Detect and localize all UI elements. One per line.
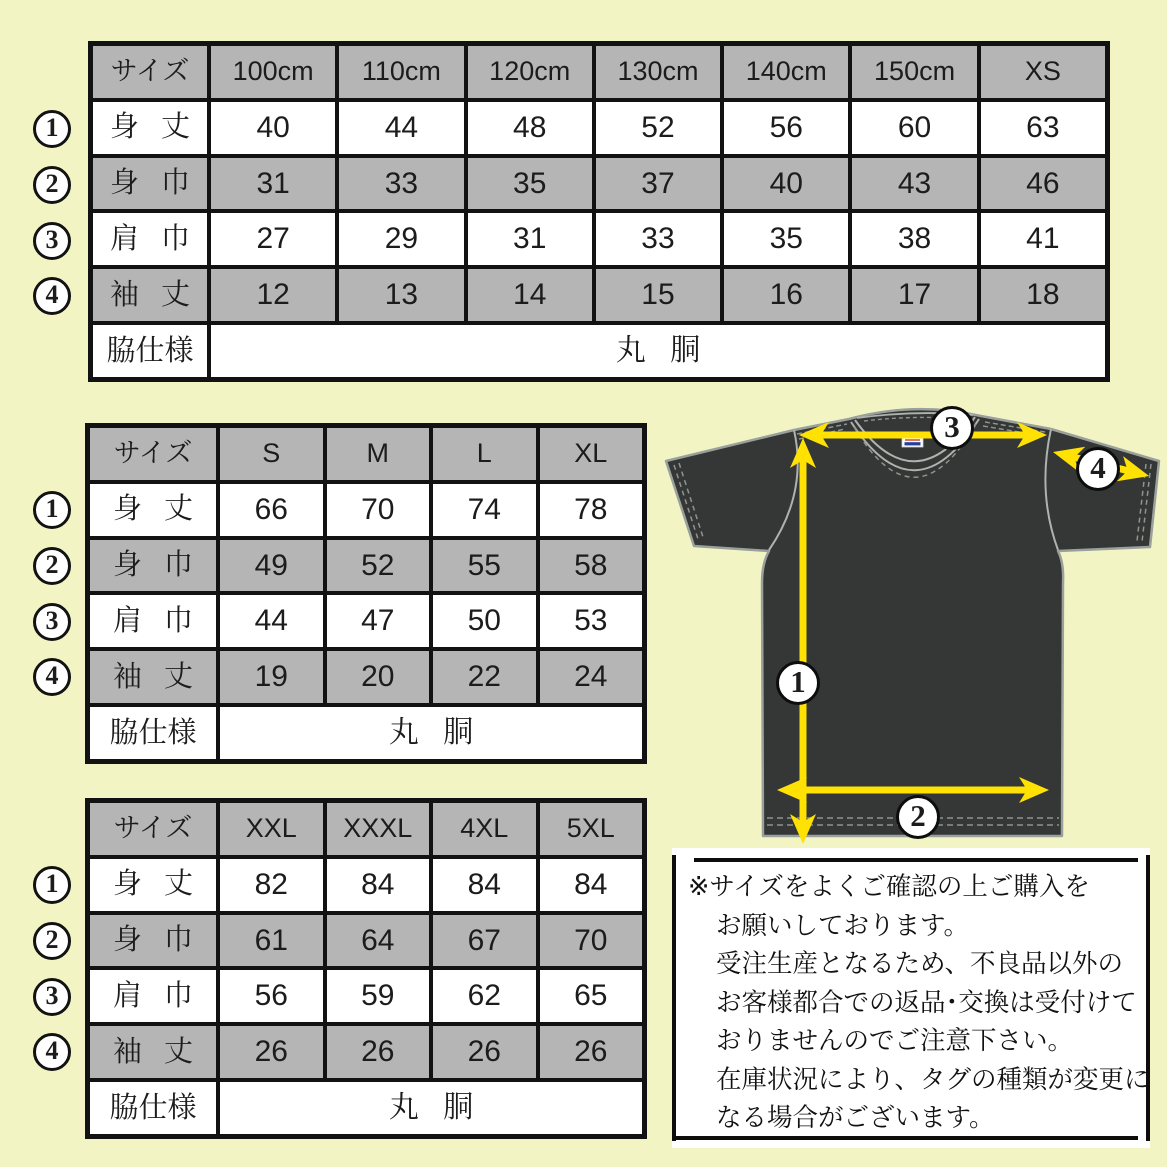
size-value: 67	[433, 915, 536, 967]
row-marker-circle: 2	[33, 166, 71, 204]
size-value: 17	[852, 269, 976, 321]
size-value: 56	[724, 102, 848, 154]
size-value: 14	[468, 269, 592, 321]
adult-table-row-markers	[33, 491, 71, 696]
column-header: 150cm	[852, 46, 976, 98]
row-marker-circle: 2	[33, 922, 71, 960]
column-header: M	[327, 428, 430, 480]
size-value: 48	[468, 102, 592, 154]
note-line: 受注生産となるため、不良品以外の	[716, 950, 1123, 978]
size-value: 43	[852, 158, 976, 210]
size-value: 46	[981, 158, 1105, 210]
row-label: 袖 丈	[93, 269, 207, 321]
row-marker-circle: 2	[33, 547, 71, 585]
size-value: 47	[327, 595, 430, 647]
row-label: 身 丈	[90, 859, 216, 911]
size-value: 24	[540, 651, 643, 703]
diagram-marker-2: 2	[896, 795, 940, 839]
size-value: 84	[433, 859, 536, 911]
row-marker-circle: 3	[33, 603, 71, 641]
row-label: 身 巾	[93, 158, 207, 210]
size-value: 33	[339, 158, 463, 210]
size-value: 40	[211, 102, 335, 154]
size-value: 33	[596, 213, 720, 265]
row-label: 脇仕様	[93, 325, 207, 377]
row-label: 袖 丈	[90, 1026, 216, 1078]
note-line: なる場合がございます。	[716, 1104, 995, 1132]
size-value: 63	[981, 102, 1105, 154]
size-value: 38	[852, 213, 976, 265]
diagram-marker-4: 4	[1076, 447, 1120, 491]
size-value: 26	[433, 1026, 536, 1078]
size-value: 44	[220, 595, 323, 647]
column-header: 130cm	[596, 46, 720, 98]
size-value: 19	[220, 651, 323, 703]
column-header: XL	[540, 428, 643, 480]
size-corner-header: サイズ	[93, 46, 207, 98]
note-line: おりませんのでご注意下さい。	[716, 1027, 1074, 1055]
size-value: 49	[220, 540, 323, 592]
size-corner-header: サイズ	[90, 428, 216, 480]
column-header: 110cm	[339, 46, 463, 98]
adult-size-table	[85, 423, 647, 764]
size-value: 55	[433, 540, 536, 592]
size-value: 82	[220, 859, 323, 911]
size-value: 37	[596, 158, 720, 210]
row-marker-circle: 3	[33, 978, 71, 1016]
kids-table-row-markers	[33, 110, 71, 315]
row-marker-circle: 4	[33, 277, 71, 315]
row-marker-circle: 4	[33, 1033, 71, 1071]
size-value: 35	[468, 158, 592, 210]
size-value: 52	[596, 102, 720, 154]
size-corner-header: サイズ	[90, 803, 216, 855]
size-value: 18	[981, 269, 1105, 321]
size-value: 16	[724, 269, 848, 321]
size-value: 29	[339, 213, 463, 265]
size-value: 41	[981, 213, 1105, 265]
row-label: 身 巾	[90, 540, 216, 592]
column-header: XXL	[220, 803, 323, 855]
column-header: 100cm	[211, 46, 335, 98]
row-label: 脇仕様	[90, 1082, 216, 1134]
row-marker-circle: 1	[33, 491, 71, 529]
row-label: 脇仕様	[90, 707, 216, 759]
diagram-marker-3: 3	[930, 406, 974, 450]
size-value: 53	[540, 595, 643, 647]
note-border-top	[694, 858, 1138, 862]
size-value: 64	[327, 915, 430, 967]
footer-value: 丸 胴	[220, 707, 642, 759]
size-value: 61	[220, 915, 323, 967]
size-value: 84	[327, 859, 430, 911]
size-value: 58	[540, 540, 643, 592]
purchase-note-text	[688, 868, 1150, 1138]
row-marker-circle: 1	[33, 866, 71, 904]
size-value: 31	[468, 213, 592, 265]
column-header: 5XL	[540, 803, 643, 855]
column-header: XXXL	[327, 803, 430, 855]
row-label: 身 丈	[93, 102, 207, 154]
row-marker-circle: 3	[33, 222, 71, 260]
footer-value: 丸 胴	[211, 325, 1105, 377]
note-line: お客様都合での返品･交換は受付けて	[716, 988, 1137, 1017]
column-header: 4XL	[433, 803, 536, 855]
size-value: 20	[327, 651, 430, 703]
size-value: 59	[327, 970, 430, 1022]
size-value: 52	[327, 540, 430, 592]
size-value: 26	[327, 1026, 430, 1078]
row-label: 肩 巾	[90, 970, 216, 1022]
size-value: 62	[433, 970, 536, 1022]
row-marker-circle: 4	[33, 658, 71, 696]
plus-size-table	[85, 798, 647, 1139]
footer-value: 丸 胴	[220, 1082, 642, 1134]
column-header: XS	[981, 46, 1105, 98]
size-value: 31	[211, 158, 335, 210]
size-value: 70	[327, 484, 430, 536]
column-header: 120cm	[468, 46, 592, 98]
size-value: 84	[540, 859, 643, 911]
size-value: 26	[540, 1026, 643, 1078]
note-line: お願いしております。	[716, 911, 969, 940]
size-value: 70	[540, 915, 643, 967]
size-value: 60	[852, 102, 976, 154]
column-header: S	[220, 428, 323, 480]
size-value: 65	[540, 970, 643, 1022]
row-label: 身 丈	[90, 484, 216, 536]
row-label: 袖 丈	[90, 651, 216, 703]
size-value: 40	[724, 158, 848, 210]
size-value: 50	[433, 595, 536, 647]
note-line: 在庫状況により、タグの種類が変更に	[716, 1065, 1150, 1094]
kids-size-table	[88, 41, 1110, 382]
size-value: 13	[339, 269, 463, 321]
note-border-left	[672, 855, 676, 1141]
row-label: 肩 巾	[90, 595, 216, 647]
column-header: L	[433, 428, 536, 480]
note-line: ※サイズをよくご確認の上ご購入を	[688, 873, 1090, 901]
row-marker-circle: 1	[33, 110, 71, 148]
size-value: 44	[339, 102, 463, 154]
size-value: 12	[211, 269, 335, 321]
size-value: 74	[433, 484, 536, 536]
plus-table-row-markers	[33, 866, 71, 1071]
column-header: 140cm	[724, 46, 848, 98]
size-value: 27	[211, 213, 335, 265]
size-value: 35	[724, 213, 848, 265]
size-value: 78	[540, 484, 643, 536]
purchase-note-box	[672, 848, 1150, 1148]
size-value: 56	[220, 970, 323, 1022]
size-value: 26	[220, 1026, 323, 1078]
size-value: 66	[220, 484, 323, 536]
diagram-marker-1: 1	[776, 661, 820, 705]
size-value: 15	[596, 269, 720, 321]
row-label: 肩 巾	[93, 213, 207, 265]
row-label: 身 巾	[90, 915, 216, 967]
size-value: 22	[433, 651, 536, 703]
